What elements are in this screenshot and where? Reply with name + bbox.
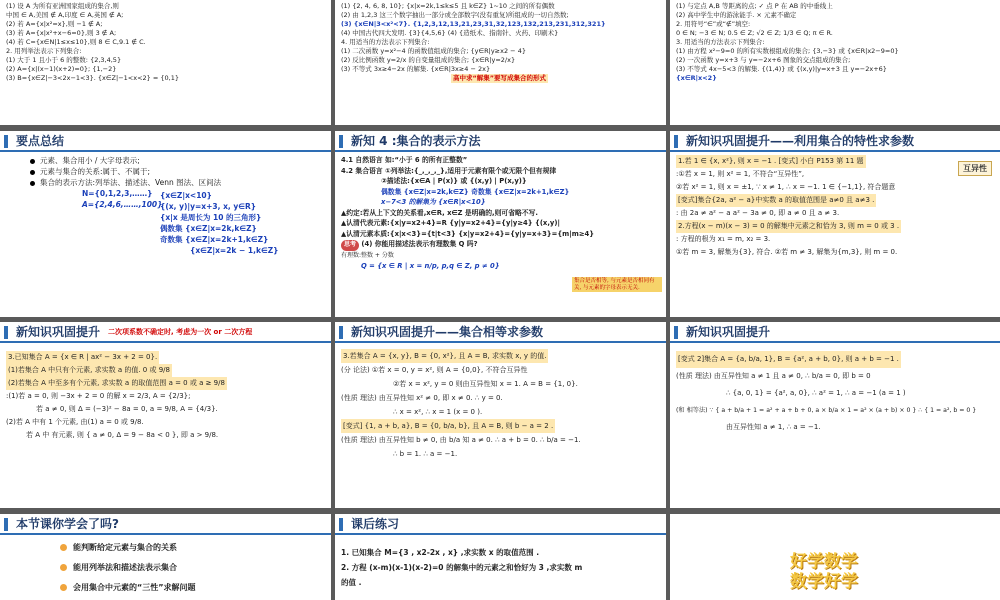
text-line: (2) 反比例函数 y=2/x 的自变量组成的集合; {x∈R|y=2/x} bbox=[341, 56, 516, 64]
header-accent bbox=[339, 135, 343, 148]
bullet-text: 元素与集合的关系:属于、不属于; bbox=[40, 167, 151, 176]
slide-body bbox=[670, 0, 1000, 86]
text-line: (2) 若 A={x|x²=x},则 −1 ∉ A; bbox=[6, 20, 103, 28]
slide-title: 新知识巩固提升 bbox=[686, 325, 771, 339]
slide-quadratic-set[interactable] bbox=[0, 322, 331, 508]
text-line bbox=[6, 351, 325, 364]
text-line: (2)若 A 中有 1 个元素, 由(1) a = 0 或 9/8. bbox=[6, 418, 144, 426]
slide-body bbox=[670, 343, 1000, 439]
example-line: {x∈Z|x=2k − 1,k∈Z} bbox=[190, 246, 279, 255]
header-accent bbox=[4, 135, 8, 148]
text-line: 2. 用列举法表示下列集合: bbox=[6, 47, 82, 55]
slide-distinctness[interactable] bbox=[670, 131, 1000, 317]
slide-header bbox=[0, 514, 331, 535]
text-line: 2. 方程 (x-m)(x-1)(x-2)=0 的解集中的元素之和恰好为 3 ,求实数 m bbox=[341, 563, 583, 572]
text-line bbox=[6, 377, 325, 390]
list-item-text: 能用列举法和描述法表示集合 bbox=[73, 563, 177, 572]
text-line bbox=[676, 351, 994, 368]
hint-text: 二次项系数不确定时, 考虑为一次 or 二次方程 bbox=[108, 327, 253, 336]
slide-body bbox=[0, 0, 331, 86]
slide-header bbox=[670, 322, 1000, 343]
bullet-icon bbox=[60, 564, 67, 571]
header-accent bbox=[674, 326, 678, 339]
slide-header bbox=[670, 131, 1000, 152]
slide-top-left[interactable] bbox=[0, 0, 331, 125]
text-line: ▲认清代表元素:{x|y=x2+4}=R {y|y=x2+4}={y|y≥4} {(x,y)| bbox=[341, 219, 560, 227]
slide-title: 要点总结 bbox=[16, 134, 65, 148]
slide-title: 课后练习 bbox=[351, 517, 400, 531]
slide-body bbox=[0, 343, 331, 445]
slide-title: 本节课你学会了吗? bbox=[16, 517, 119, 531]
slide-body bbox=[0, 535, 331, 600]
slide-body bbox=[335, 0, 666, 86]
text-line: ▲认清元素本质:{x|x<3}={t|t<3} {x|y=x2+4}={y|y=x+3}={m|m≥4} bbox=[341, 229, 595, 238]
text-line: 若 a ≠ 0, 则 Δ = (−3)² − 8a = 0, a = 9/8, A = {4/3}. bbox=[36, 405, 218, 413]
bullet-item bbox=[30, 155, 325, 166]
slide-body bbox=[335, 535, 666, 593]
text-line: 中国 ∈ A,美国 ∉ A,印度 ∈ A,英国 ∉ A; bbox=[6, 11, 124, 19]
header-accent bbox=[339, 518, 343, 531]
text-line: (1) 二次函数 y=x²−4 的函数值组成的集合; {y∈R|y≥x2 − 4} bbox=[341, 47, 526, 55]
text-line: 4.1 自然语言 如:“小于 6 的所有正整数” bbox=[341, 156, 468, 164]
slide-title: 新知识巩固提升——集合相等求参数 bbox=[351, 325, 544, 339]
text-line: (性质 理法) 由互异性知 a ≠ 1 且 a ≠ 0, ∴ b/a = 0, 即 b = 0 bbox=[676, 372, 871, 380]
header-accent bbox=[674, 135, 678, 148]
slide-body bbox=[670, 152, 1000, 262]
text-line: (4) 你能用描述法表示有理数集 Q 吗? bbox=[361, 240, 478, 248]
text-line: {x∈R|x<2} bbox=[676, 74, 717, 82]
text-line: 由互异性知 a ≠ 1, ∴ a = −1. bbox=[726, 423, 821, 431]
text-line: (3) 若 A={x|x²+x−6=0},则 3 ∉ A; bbox=[6, 29, 117, 37]
list-item bbox=[60, 578, 325, 598]
text-line: : 由 2a ≠ a² − a a² − 3a ≠ 0, 即 a ≠ 0 且 a ≠ 3. bbox=[676, 209, 840, 217]
question-text: [变式] {1, a + b, a}, B = {0, b/a, b}, 且 A = B, 则 b − a = 2 . bbox=[341, 419, 555, 433]
header-accent bbox=[4, 518, 8, 531]
bullet-item bbox=[30, 166, 325, 177]
text-line: : 方程的根为 x₁ = m, x₂ = 3. bbox=[676, 235, 771, 243]
text-line: 若 A 中 有元素, 则 { a ≠ 0, Δ = 9 − 8a < 0 }, 即 a > 9/8. bbox=[26, 431, 219, 439]
text-line: ①若 m = 3, 解集为{3}, 符合. ②若 m ≠ 3, 解集为{m,3}, 则 m = 0. bbox=[676, 248, 898, 256]
slide-review[interactable] bbox=[0, 514, 331, 600]
bullet-icon bbox=[60, 544, 67, 551]
bullet-item bbox=[30, 177, 290, 188]
text-line: 4. 用适当的方法表示下列集合: bbox=[341, 38, 430, 46]
example-line: N={0,1,2,3,……} bbox=[82, 189, 153, 198]
slide-header bbox=[0, 322, 331, 343]
question-text: 2.方程(x − m)(x − 3) = 0 的解集中元素之和恰为 3, 则 m = 0 或 3 . bbox=[676, 220, 901, 233]
slide-body bbox=[0, 152, 331, 259]
text-line: x−7<3 的解集为 {x∈R|x<10} bbox=[381, 198, 486, 206]
text-line: ∴ x = x², ∴ x = 1 (x = 0 ). bbox=[393, 408, 483, 416]
text-line: ②若 x² = 1, 则 x = ±1, ∵ x ≠ 1, ∴ x = −1. 1 ∈ {−1,1}, 符合题意 bbox=[676, 183, 896, 191]
text-line: 有理数:整数 + 分数 bbox=[341, 251, 394, 259]
slide-top-right[interactable] bbox=[670, 0, 1000, 125]
slide-header bbox=[335, 514, 666, 535]
slide-body bbox=[335, 343, 666, 464]
example-line: 奇数集 {x∈Z|x=2k+1,k∈Z} bbox=[160, 235, 269, 244]
bullet-text: 元素、集合用小 / 大字母表示; bbox=[40, 156, 140, 165]
text-line: (3) 不等式 4x−5<3 的解集. {(1,4)} 或 {(x,y)|y=x+3 且 y=−2x+6} bbox=[676, 65, 887, 73]
list-item bbox=[60, 538, 325, 558]
question-text: 3.若集合 A = {x, y}, B = {0, x²}, 且 A = B, 求实数 x, y 的值. bbox=[341, 349, 548, 363]
text-line: (2) 由 1,2,3 这三个数字抽出一部分或全部数字(没有重复)所组成的一切自然数; bbox=[341, 11, 569, 19]
bullet-icon bbox=[30, 170, 35, 175]
header-accent bbox=[4, 326, 8, 339]
text-line: (1) 由方程 x²−9=0 的所有实数根组成的集合; {3,−3} 或 {x∈R|x2−9=0} bbox=[676, 47, 899, 55]
slide-set-notation[interactable] bbox=[335, 131, 666, 317]
text-line: 3. 用适当的方法表示下列集合: bbox=[676, 38, 765, 46]
closing-art bbox=[790, 552, 858, 592]
bullet-text: 集合的表示方法:列举法、描述法、Venn 图法、区间法 bbox=[40, 178, 222, 187]
text-line: 0 ∈ N; −3 ∈ N; 0.5 ∈ Z; √2 ∈ Z; 1/3 ∈ Q; π ∈ R. bbox=[676, 29, 833, 37]
text-line: (3) 不等式 3x≥4−2x 的解集. {x∈R|3x≥4 − 2x} bbox=[341, 65, 491, 73]
text-line: :①若 x = 1, 则 x² = 1, 不符合“互异性”, bbox=[676, 170, 805, 178]
text-line: (2) 一次函数 y=x+3 与 y=−2x+6 图象的交点组成的集合; bbox=[676, 56, 851, 64]
example-line: {x|x 是周长为 10 的三角形} bbox=[160, 213, 262, 222]
text-line bbox=[676, 220, 994, 233]
slide-header bbox=[0, 131, 331, 152]
example-line: {x∈Z|x<10} bbox=[160, 191, 212, 200]
question-text: [变式]集合{2a, a² − a}中实数 a 的取值范围是 a≠0 且 a≠3 . bbox=[676, 194, 876, 207]
text-line: (分 论法) ①若 x = 0, y = x², 则 A = {0,0}, 不符合互异性 bbox=[341, 366, 528, 374]
slide-title: 新知识巩固提升——利用集合的特性求参数 bbox=[686, 134, 915, 148]
text-line: 1. 已知集合 M={3 , x2-2x , x} ,求实数 x 的取值范围 . bbox=[341, 548, 540, 557]
think-badge: 思考 bbox=[341, 240, 359, 251]
text-line: ②若 x = x², y = 0 则由互异性知 x = 1. A = B = {1, 0}. bbox=[393, 380, 578, 388]
text-line: (性质 理法) 由互异性知 b ≠ 0, 由 b/a 知 a ≠ 0. ∴ a + b = 0. ∴ b/a = −1. bbox=[341, 436, 581, 444]
text-line: 偶数集 {x∈Z|x=2k,k∈Z} 奇数集 {x∈Z|x=2k+1,k∈Z} bbox=[381, 187, 570, 196]
bullet-icon bbox=[30, 159, 35, 164]
text-line bbox=[6, 364, 325, 377]
header-accent bbox=[339, 326, 343, 339]
text-line bbox=[341, 349, 660, 363]
question-text: [变式 2]集合 A = {a, b/a, 1}, B = {a², a + b, 0}, 则 a + b = −1 . bbox=[676, 351, 901, 368]
text-line: 4.2 集合语言 ①列举法:{_,_,_,_},适用于元素有限个或无限个但有规律 bbox=[341, 166, 557, 175]
text-line bbox=[341, 74, 660, 83]
text-line: (2) 高中学生中的游泳能手. × 元素不确定 bbox=[676, 11, 797, 19]
text-line bbox=[676, 155, 994, 168]
text-line: 的值 . bbox=[341, 578, 362, 587]
slide-body bbox=[335, 152, 666, 275]
text-line bbox=[676, 194, 994, 207]
text-line: ∴ b = 1. ∴ a = −1. bbox=[393, 450, 458, 458]
solution-note: 高中求“解集”要写成集合的形式 bbox=[453, 74, 547, 82]
distinctness-tag: 互异性 bbox=[958, 161, 992, 176]
question-text: 1.若 1 ∈ {x, x²}, 则 x = −1 . [变式] 小白 P153 第 11 题 bbox=[676, 155, 866, 168]
text-line: :(1)若 a = 0, 则 −3x + 2 = 0 的解 x = 2/3, A = {2/3}; bbox=[6, 392, 191, 400]
example-line: 偶数集 {x∈Z|x=2k,k∈Z} bbox=[160, 224, 257, 233]
text-line: (4) 若 C={x∈N|1≤x≤10},则 8 ∈ C,9.1 ∉ C. bbox=[6, 38, 146, 46]
bullet-icon bbox=[60, 584, 67, 591]
example-line: {(x, y)|y=x+3, x, y∈R} bbox=[160, 202, 257, 211]
callout-note: 集合是否相等, 与元素是否相同有关, 与元素的字母表示无关. bbox=[572, 277, 662, 292]
question-text: (1)若集合 A 中只有个元素, 求实数 a 的值. 0 或 9/8 bbox=[6, 364, 172, 377]
text-line: ②描述法:{x∈A | P(x)} 或 {(x,y) | P(x,y)} bbox=[381, 177, 527, 185]
text-line: (1) {2, 4, 6, 8, 10}; {x|x=2k,1≤k≤5 且 k∈Z} 1~10 之间的所有偶数 bbox=[341, 2, 555, 10]
slide-closing[interactable] bbox=[670, 514, 1000, 600]
art-text: 数学好学 bbox=[790, 572, 858, 592]
text-line: 2. 用符号“∈”或“∉”填空: bbox=[676, 20, 751, 28]
text-line: (1) 设 A 为所有亚洲国家组成的集合,则 bbox=[6, 2, 119, 10]
slide-summary[interactable] bbox=[0, 131, 331, 317]
question-text: (2)若集合 A 中至多有个元素, 求实数 a 的取值范围 a = 0 或 a ≥ 9/8 bbox=[6, 377, 227, 390]
think-line bbox=[341, 239, 660, 251]
art-text: 好学数学 bbox=[790, 552, 858, 572]
text-line: (和 相等法) ∵ { a + b/a + 1 = a² + a + b + 0, a × b/a × 1 = a² × (a + b) × 0 } ∴ { 1 = a², b = 0 } bbox=[676, 407, 977, 414]
text-line: (性质 理法) 由互异性知 x² ≠ 0, 即 x ≠ 0. ∴ y = 0. bbox=[341, 394, 503, 402]
slide-variant-2[interactable] bbox=[670, 322, 1000, 508]
list-item bbox=[60, 558, 325, 578]
slide-header bbox=[335, 322, 666, 343]
slide-homework[interactable] bbox=[335, 514, 666, 600]
text-line: (4) 中国古代四大发明. {3}{4,5,6} (4) {造纸术、指南针、火药、印刷术} bbox=[341, 29, 559, 37]
text-line: (3) {x∈N|3<x²<7}. {1,2,3,12,13,21,23,31,32,123,132,213,231,312,321} bbox=[341, 20, 606, 28]
slide-title: 新知识巩固提升 bbox=[16, 325, 101, 339]
text-line: (1) 大于 1 且小于 6 的整数: {2,3,4,5} bbox=[6, 56, 122, 64]
text-line: (2) A={x|(x−1)(x+2)=0}; {1,−2} bbox=[6, 65, 117, 73]
slide-top-middle[interactable] bbox=[335, 0, 666, 125]
text-line: (1) 与定点 A,B 等距离的点; ✓ 点 P 在 AB 的中垂线上 bbox=[676, 2, 833, 10]
text-line: ∴ {a, 0, 1} = {a², a, 0}, ∴ a² = 1, ∴ a = −1 (a = 1 ) bbox=[726, 389, 906, 397]
text-line bbox=[341, 419, 660, 433]
slide-title: 新知 4 :集合的表示方法 bbox=[351, 134, 481, 148]
list-item-text: 能判断给定元素与集合的关系 bbox=[73, 543, 177, 552]
text-line: Q = {x ∈ R | x = n/p, p,q ∈ Z, p ≠ 0} bbox=[361, 262, 500, 270]
bullet-icon bbox=[30, 181, 35, 186]
list-item-text: 会用集合中元素的“三性”求解问题 bbox=[73, 583, 196, 592]
slide-header bbox=[335, 131, 666, 152]
question-text: 3.已知集合 A = {x ∈ R | ax² − 3x + 2 = 0}. bbox=[6, 351, 159, 364]
example-line: A={2,4,6,……,100} bbox=[82, 200, 163, 209]
text-line: (3) B={x∈Z|−3<2x−1<3}. {x∈Z|−1<x<2} = {0,1} bbox=[6, 74, 179, 82]
slide-set-equality[interactable] bbox=[335, 322, 666, 508]
text-line: ▲约定:若从上下文的关系看,x∈R, x∈Z 是明确的,则可省略不写. bbox=[341, 208, 538, 217]
